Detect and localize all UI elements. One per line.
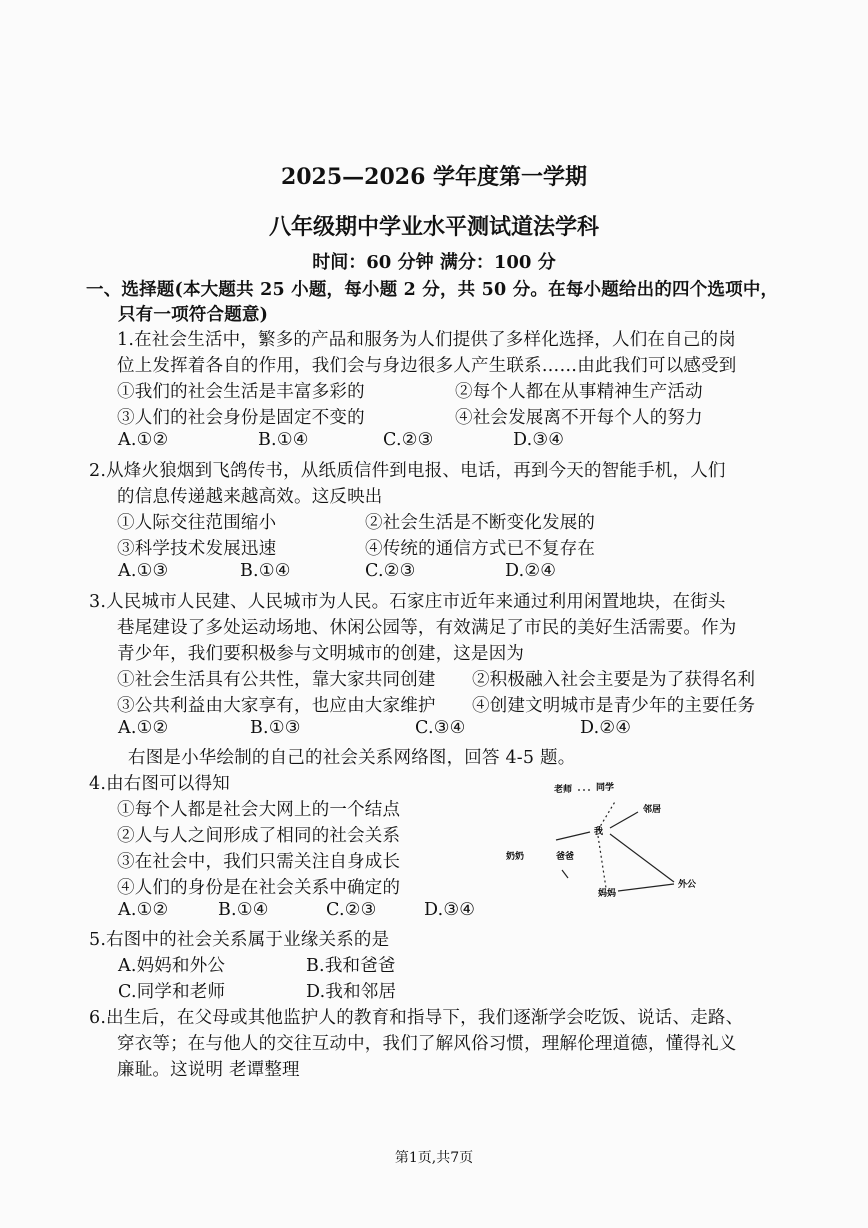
q4-statement-4: ④人们的身份是在社会关系中确定的 [117, 878, 401, 898]
q3-statement-3: ③公共利益由大家享有，也应由大家维护 [117, 696, 436, 716]
q5-choice-c: C.同学和老师 [118, 982, 226, 1002]
exam-title-subject: 八年级期中学业水平测试道法学科 [268, 214, 599, 240]
node-dad: 爸爸 [556, 852, 575, 862]
q3-choice-d: D.②④ [580, 718, 632, 738]
q1-statement-2: ②每个人都在从事精神生产活动 [455, 382, 703, 402]
node-neighbor: 邻居 [643, 805, 662, 815]
q1-statement-1: ①我们的社会生活是丰富多彩的 [117, 382, 365, 402]
q3-statement-1: ①社会生活具有公共性，靠大家共同创建 [117, 670, 436, 690]
q2-statement-2: ②社会生活是不断变化发展的 [365, 513, 596, 533]
exam-time-score: 时间：60 分钟 满分：100 分 [312, 252, 556, 273]
q1-choice-b: B.①④ [258, 430, 309, 450]
q2-choice-c: C.②③ [365, 561, 416, 581]
q6-stem-cont: 穿衣等；在与他人的交往互动中，我们了解风俗习惯，理解伦理道德，懂得礼义 [117, 1034, 737, 1054]
link-mom-grandpa [618, 884, 674, 891]
q2-choice-d: D.②④ [505, 561, 557, 581]
link-dad [562, 870, 568, 878]
q5-stem: 5.右图中的社会关系属于业缘关系的是 [89, 930, 390, 950]
exam-title-term: 2025—2026 学年度第一学期 [280, 164, 588, 190]
node-teacher: 老师 [554, 785, 573, 795]
node-grandma: 奶奶 [506, 852, 525, 862]
q2-statement-4: ④传统的通信方式已不复存在 [365, 539, 596, 559]
q2-choice-b: B.①④ [240, 561, 291, 581]
node-classmate: 同学 [596, 783, 615, 793]
q1-statement-3: ③人们的社会身份是固定不变的 [117, 408, 365, 428]
q2-statement-1: ①人际交往范围缩小 [117, 513, 277, 533]
q4-choice-c: C.②③ [326, 900, 377, 920]
q5-choice-a: A.妈妈和外公 [118, 956, 226, 976]
q2-choice-a: A.①③ [118, 561, 169, 581]
node-me: 我 [594, 827, 604, 837]
q6-stem-cont2: 廉耻。这说明 老谭整理 [117, 1060, 300, 1080]
node-grandpa: 外公 [678, 880, 697, 890]
q3-statement-2: ②积极融入社会主要是为了获得名利 [472, 670, 756, 690]
q2-stem-cont: 的信息传递越来越高效。这反映出 [117, 487, 383, 507]
q4-choice-d: D.③④ [424, 900, 476, 920]
q1-stem: 1.在社会生活中，繁多的产品和服务为人们提供了多样化选择，人们在自己的岗 [117, 330, 736, 350]
q3-stem-cont: 巷尾建设了多处运动场地、休闲公园等，有效满足了市民的美好生活需要。作为 [117, 618, 737, 638]
q1-choice-a: A.①② [118, 430, 169, 450]
q4-statement-1: ①每个人都是社会大网上的一个结点 [117, 800, 401, 820]
link-me-grandma [556, 832, 590, 840]
node-mom: 妈妈 [598, 889, 617, 899]
q1-choice-d: D.③④ [513, 430, 565, 450]
q5-choice-b: B.我和爸爸 [306, 956, 396, 976]
q2-stem: 2.从烽火狼烟到飞鸽传书，从纸质信件到电报、电话，再到今天的智能手机，人们 [89, 461, 726, 481]
q4-choice-b: B.①④ [218, 900, 269, 920]
section-heading: 一、选择题(本大题共 25 小题，每小题 2 分，共 50 分。在每小题给出的四个选项中， [86, 280, 779, 300]
q4-stem: 4.由右图可以得知 [89, 774, 230, 794]
q6-stem: 6.出生后，在父母或其他监护人的教育和指导下，我们逐渐学会吃饭、说话、走路、 [89, 1008, 744, 1028]
link-me-grandpa [610, 834, 674, 882]
q1-stem-cont: 位上发挥着各自的作用，我们会与身边很多人产生联系……由此我们可以感受到 [117, 356, 737, 376]
q4-statement-3: ③在社会中，我们只需关注自身成长 [117, 852, 401, 872]
q3-stem-cont2: 青少年，我们要积极参与文明城市的创建，这是因为 [117, 644, 525, 664]
q3-statement-4: ④创建文明城市是青少年的主要任务 [472, 696, 756, 716]
q4-statement-2: ②人与人之间形成了相同的社会关系 [117, 826, 401, 846]
q45-intro: 右图是小华绘制的自己的社会关系网络图，回答 4-5 题。 [128, 748, 576, 768]
q3-choice-c: C.③④ [415, 718, 466, 738]
q3-choice-a: A.①② [118, 718, 169, 738]
link-me-neighbor [610, 812, 638, 828]
page-number-footer: 第1页,共7页 [394, 1150, 474, 1166]
section-heading-cont: 只有一项符合题意) [118, 305, 269, 325]
social-relations-diagram [498, 770, 718, 910]
q1-statement-4: ④社会发展离不开每个人的努力 [455, 408, 703, 428]
q3-stem: 3.人民城市人民建、人民城市为人民。石家庄市近年来通过利用闲置地块，在街头 [89, 592, 726, 612]
q3-choice-b: B.①③ [250, 718, 301, 738]
q2-statement-3: ③科学技术发展迅速 [117, 539, 277, 559]
q1-choice-c: C.②③ [383, 430, 434, 450]
q4-choice-a: A.①② [118, 900, 169, 920]
link-me-mom [598, 836, 606, 888]
q5-choice-d: D.我和邻居 [306, 982, 397, 1002]
